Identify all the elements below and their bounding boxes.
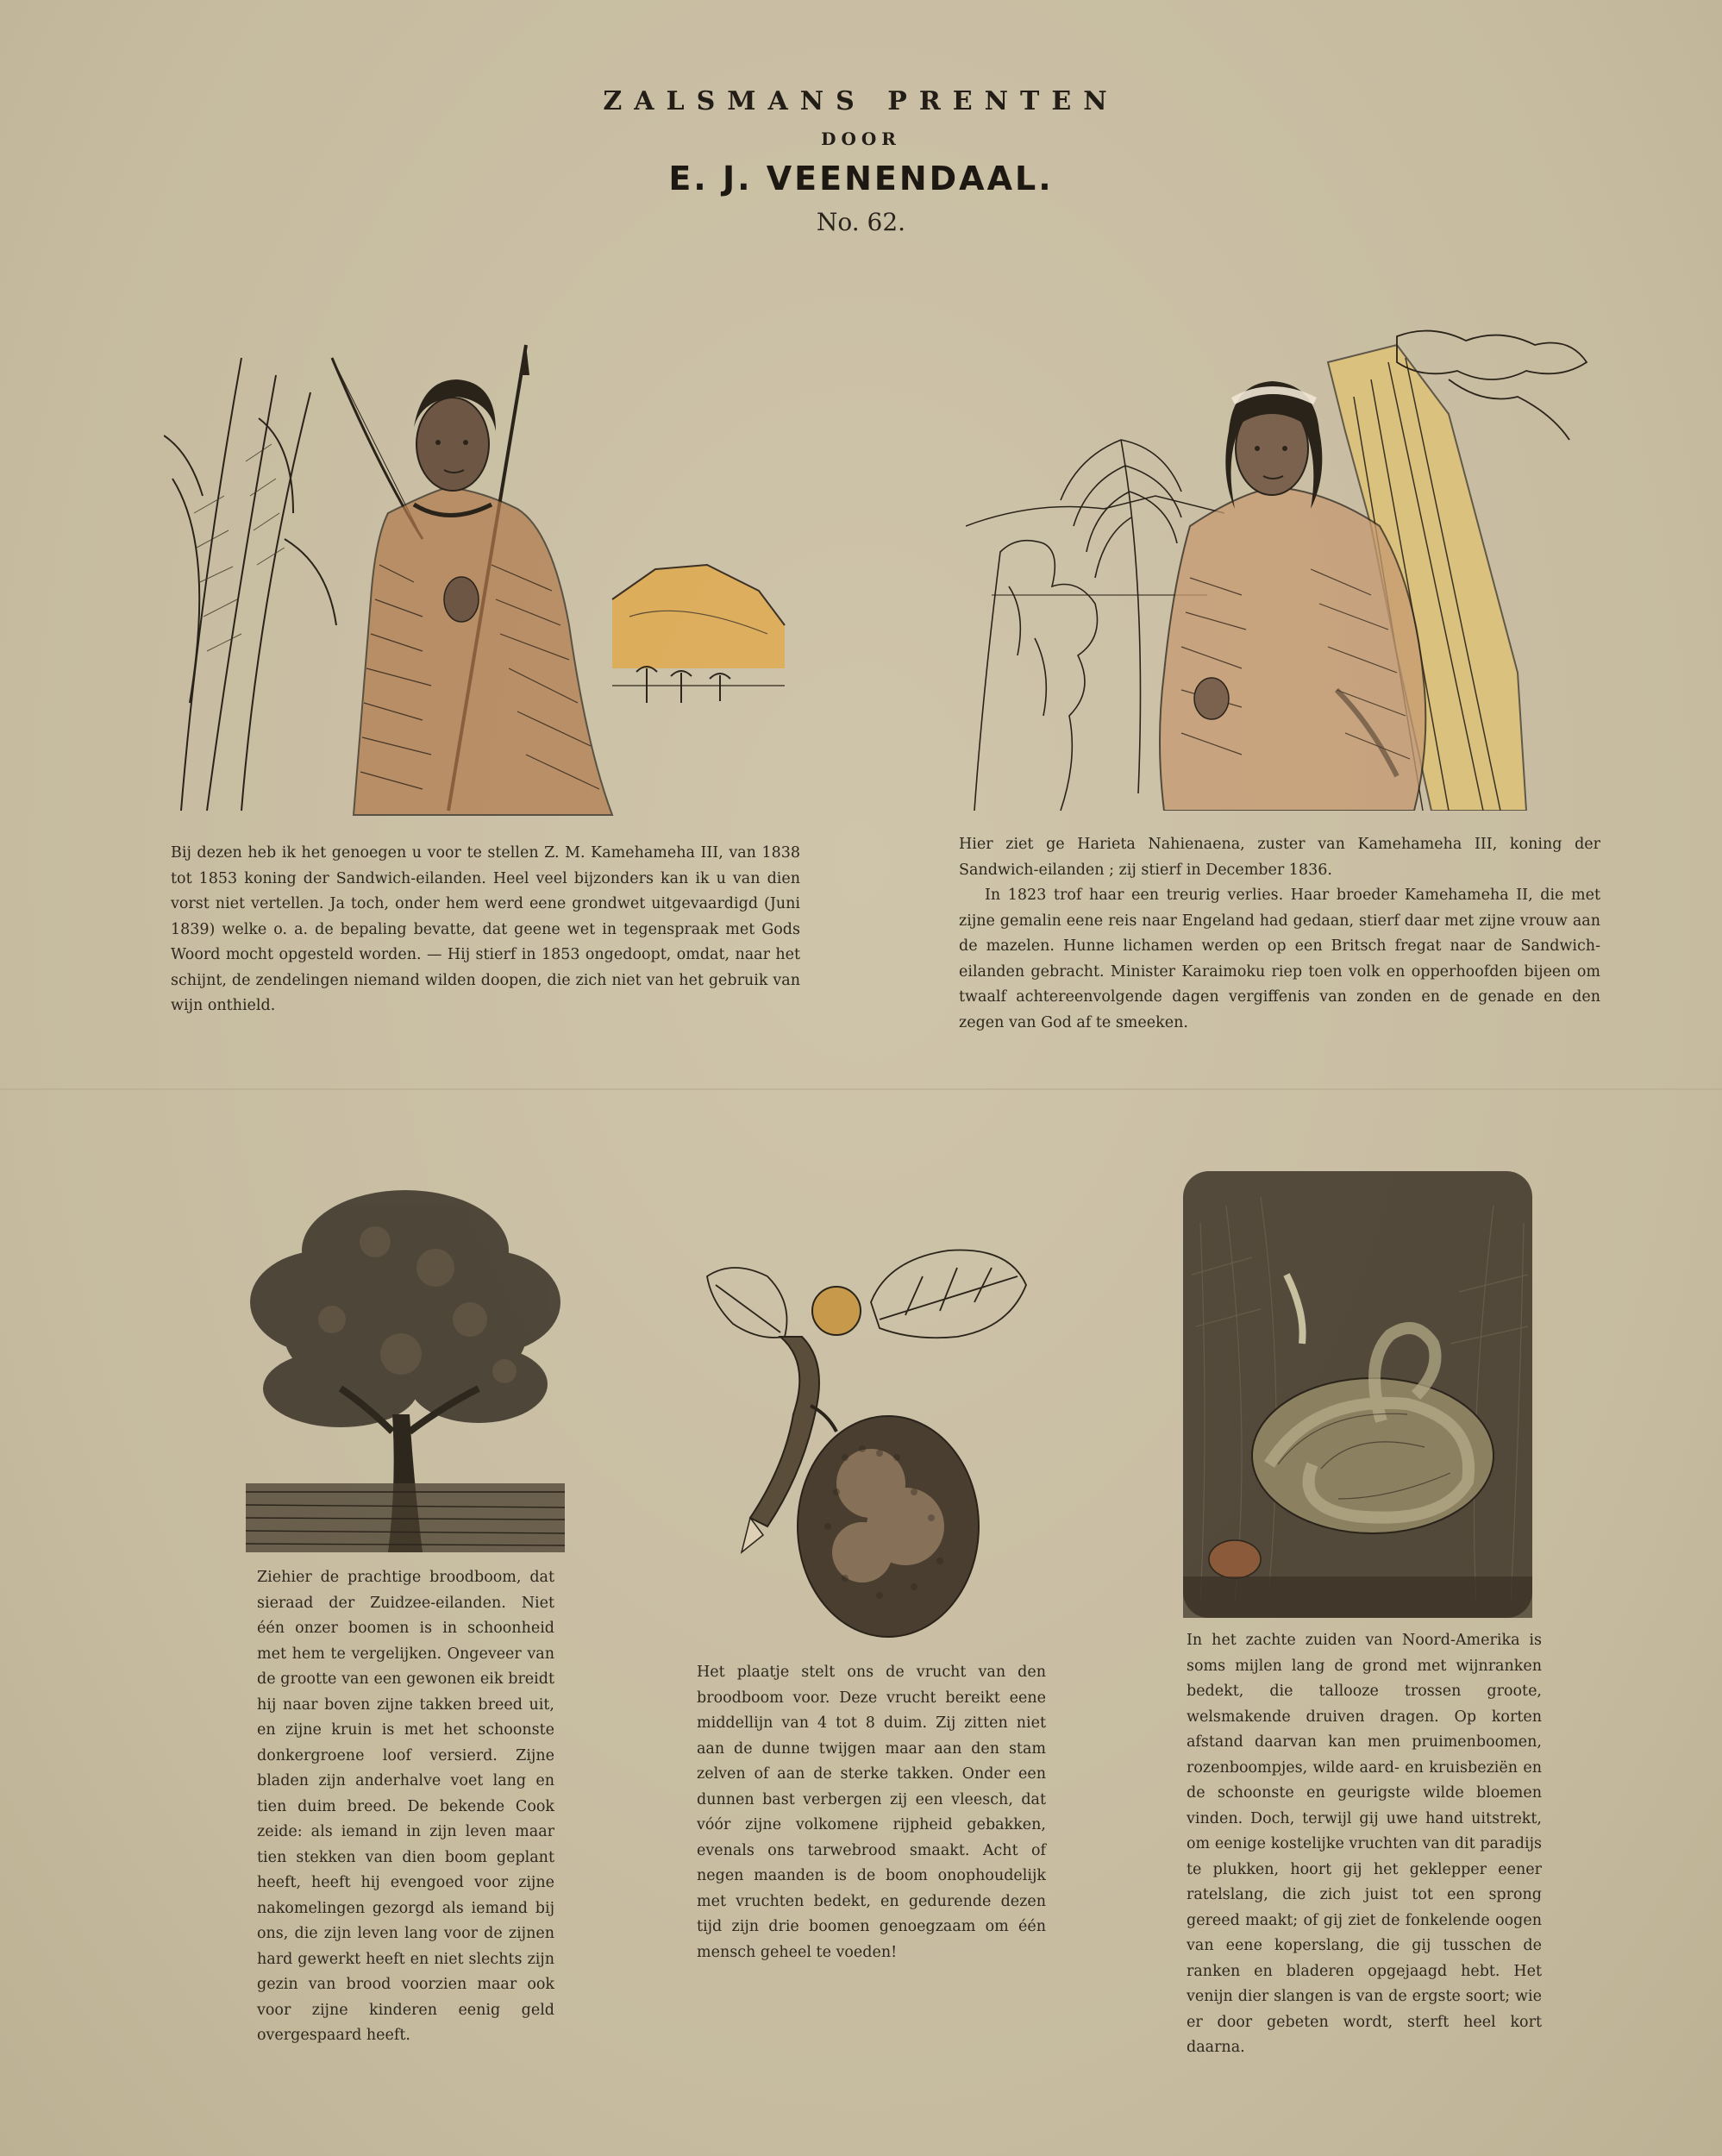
rattlesnake-illustration <box>1183 1171 1532 1618</box>
harieta-text-1: Hier ziet ge Harieta Nahienaena, zuster van Kamehameha III, koning der Sandwich-eilanden ; zij stierf in December 1836. <box>959 836 1600 879</box>
breadfruit-tree-illustration <box>246 1173 565 1552</box>
breadfruit-tree-text: Ziehier de prachtige broodboom, dat sieraad der Zuidzee-eilanden. Niet één onzer boomen is in schoonheid met hem te vergelijken. Ongeveer van de grootte van een gewonen eik breidt hij naar boven zijne takken breed uit, en zijne kruin is met het schoonste donkergroene loof versierd. Zijne bladen zijn anderhalve voet lang en tien duim breed. De bekende Cook zeide: als iemand in zijn leven maar tien stekken van dien boom geplant heeft, heeft hij evengoed voor zijne nakomelingen gezorgd als iemand bij ons, die zijn leven lang voor de zijnen hard gewerkt heeft en niet slechts zijn gezin van brood voorzien maar ook voor zijne kinderen eenig geld overgespaard heeft. <box>257 1569 554 2044</box>
series-title: ZALSMANS PRENTEN <box>603 86 1119 116</box>
fold-line <box>0 1088 1722 1090</box>
harieta-text-2: In 1823 trof haar een treurig verlies. Haar broeder Kamehameha II, die met zijne gemalin eene reis naar Engeland had gedaan, stierf daar met zijne vrouw aan de mazelen. Hunne lichamen werden op een Britsch fregat naar de Sandwich-eilanden gebracht. Minister Karaimoku riep toen volk en opperhoofden bijeen om twaalf achtereenvolgende dagen vergiffenis van zonden en de genade en den zegen van God af te smeeken. <box>959 887 1600 1031</box>
rattlesnake-text: In het zachte zuiden van Noord-Amerika is soms mijlen lang de grond met wijnranken bedekt, die tallooze trossen groote, welsmakende druiven dragen. Op korten afstand daarvan kan men pruimenboomen, rozenboompjes, wilde aard- en kruisbeziën en de schoonste en geurigste wilde bloemen vinden. Doch, terwijl gij uwe hand uitstrekt, om eenige kostelijke vruchten van dit paradijs te plukken, hoort gij het geklepper eener ratelslang, die zich juist tot een sprong gereed maakt; of gij ziet de fonkelende oogen van eene koperslang, die gij tusschen de ranken en bladeren opgejaagd hebt. Het venijn dier slangen is van de ergste soort; wie er door gebeten wordt, sterft heel kort daarna. <box>1187 1632 1542 2056</box>
princess-nahienaena-illustration <box>966 328 1604 811</box>
breadfruit-illustration <box>698 1242 1035 1647</box>
print-header <box>0 86 1722 236</box>
print-number: No. 62. <box>816 208 906 236</box>
breadfruit-text: Het plaatje stelt ons de vrucht van den broodboom voor. Deze vrucht bereikt eene middellijn van 4 tot 8 duim. Zij zitten niet aan de dunne twijgen maar aan den stam zelven of aan de sterke takken. Onder een dunnen bast verbergen zij een vleesch, dat vóór zijne volkomene rijpheid gebakken, evenals ons tarwebrood smaakt. Acht of negen maanden is de boom onophoudelijk met vruchten bedekt, en gedurende dezen tijd zijn drie boomen genoegzaam om één mensch geheel te voeden! <box>697 1664 1046 1961</box>
harieta-text <box>959 832 1600 1036</box>
author-name: E. J. VEENENDAAL. <box>668 160 1054 197</box>
by-line: DOOR <box>821 128 901 149</box>
king-kamehameha-illustration <box>164 341 793 824</box>
kamehameha-text: Bij dezen heb ik het genoegen u voor te stellen Z. M. Kamehameha III, van 1838 tot 1853 koning der Sandwich-eilanden. Heel veel bijzonders kan ik u van dien vorst niet vertellen. Ja toch, onder hem werd eene grondwet uitgevaardigd (Juni 1839) welke o. a. de bepaling bevatte, dat geene wet in tegenspraak met Gods Woord mocht opgesteld worden. — Hij stierf in 1853 ongedoopt, omdat, naar het schijnt, de zendelingen niemand wilden doopen, die zich niet van het gebruik van wijn onthield. <box>171 844 800 1014</box>
